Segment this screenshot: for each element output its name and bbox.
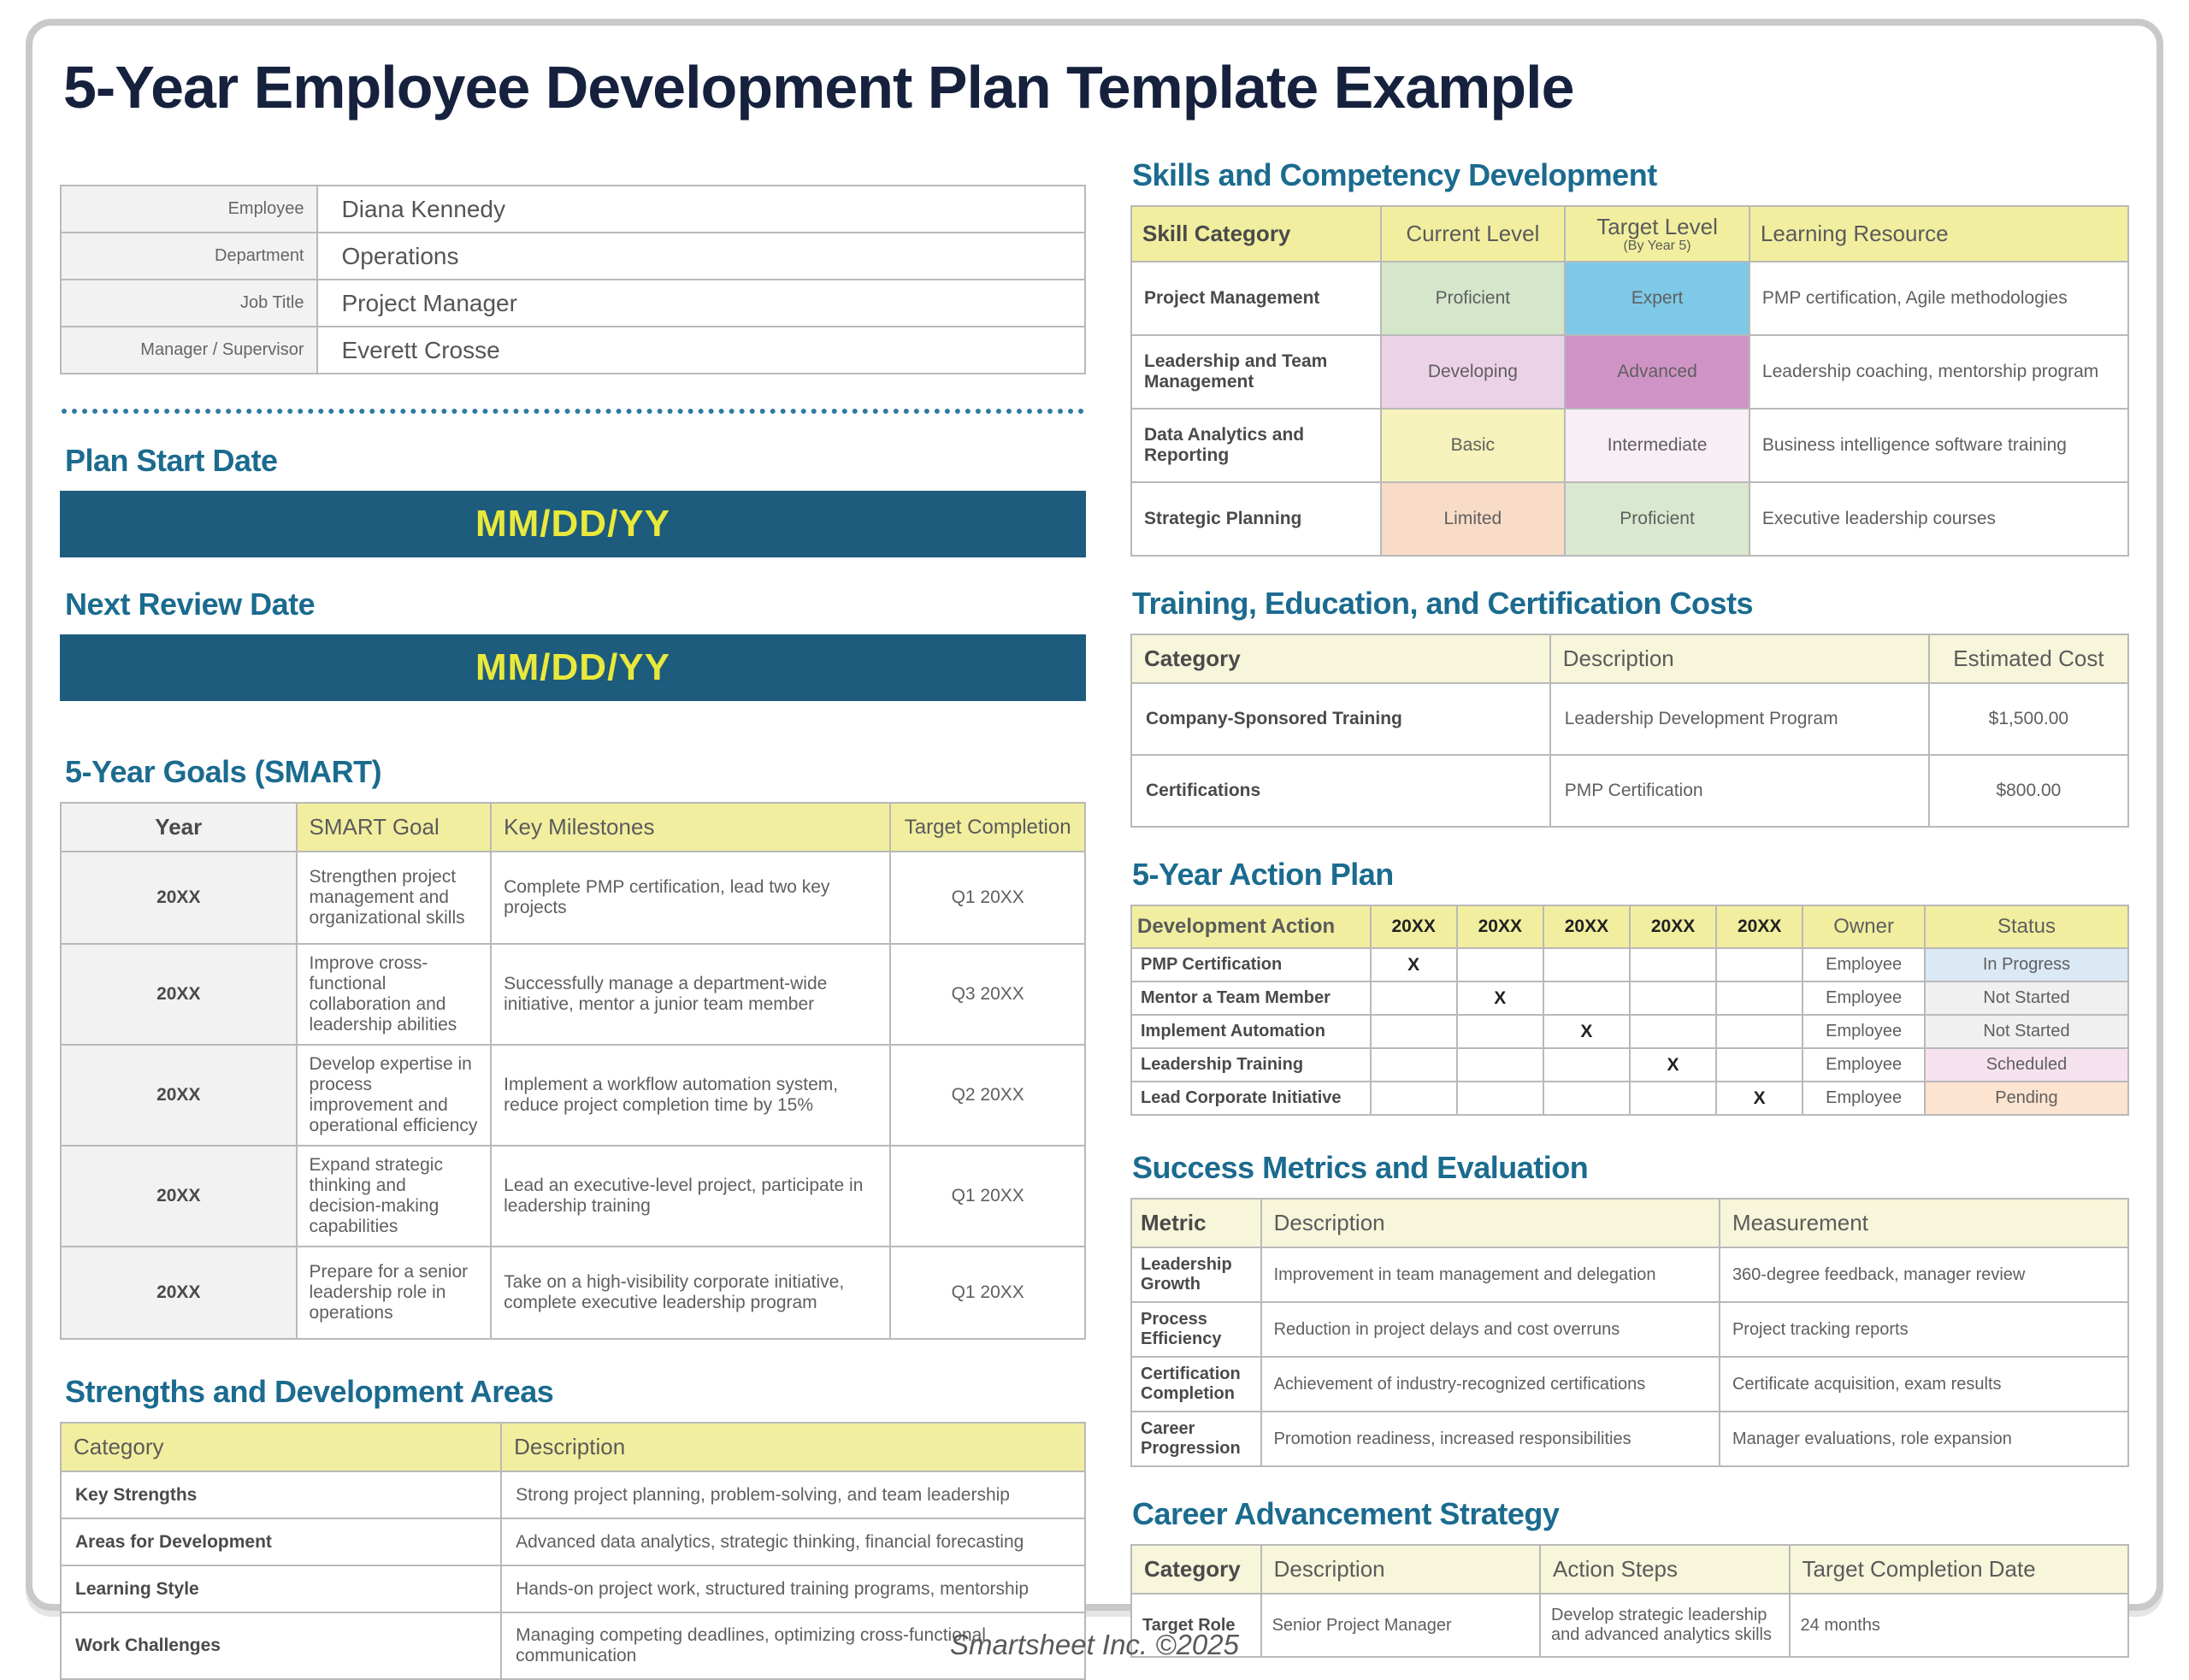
skill-target-level: Expert: [1565, 262, 1749, 335]
action-owner: Employee: [1803, 1015, 1925, 1048]
strengths-description: Hands-on project work, structured training programs, mentorship: [501, 1565, 1085, 1612]
action-name: Mentor a Team Member: [1131, 981, 1371, 1015]
next-review-date-field[interactable]: [60, 634, 1086, 701]
strengths-row: [61, 1518, 1085, 1565]
year-mark: [1543, 1082, 1630, 1115]
year-mark: [1457, 948, 1543, 981]
metrics-table: [1130, 1198, 2129, 1467]
column-header-description: Description: [501, 1423, 1085, 1471]
action-owner: Employee: [1803, 981, 1925, 1015]
goal-year: 20XX: [61, 1247, 297, 1339]
status-badge: Pending: [1925, 1082, 2128, 1115]
goal-row: [61, 944, 1085, 1045]
year-mark: [1716, 948, 1803, 981]
job-title-label: Job Title: [61, 280, 317, 327]
employee-info-table: [60, 185, 1086, 374]
action-name: Leadership Training: [1131, 1048, 1371, 1082]
action-row: [1131, 1082, 2128, 1115]
career-target-date: 24 months: [1790, 1594, 2128, 1657]
metric-row: [1131, 1247, 2128, 1302]
column-header-target-completion: Target Completion: [890, 803, 1085, 852]
strengths-category: Areas for Development: [61, 1518, 501, 1565]
strengths-category: Key Strengths: [61, 1471, 501, 1518]
column-header-description: Description: [1261, 1545, 1540, 1594]
year-mark: X: [1543, 1015, 1630, 1048]
strengths-description: Advanced data analytics, strategic thinking, financial forecasting: [501, 1518, 1085, 1565]
department-label: Department: [61, 233, 317, 280]
metric-name: Career Progression: [1131, 1412, 1261, 1466]
skill-row: [1131, 335, 2128, 409]
goals-header-row: [61, 803, 1085, 852]
left-column: [60, 156, 1086, 1680]
goals-table: [60, 802, 1086, 1340]
career-action-steps: Develop strategic leadership and advanced analytics skills: [1540, 1594, 1790, 1657]
goal-target: Q2 20XX: [890, 1045, 1085, 1146]
year-mark: [1543, 948, 1630, 981]
training-row: [1131, 755, 2128, 827]
column-header-skill-category: Skill Category: [1131, 206, 1381, 262]
column-header-status: Status: [1925, 905, 2128, 948]
column-header-year-2: 20XX: [1457, 905, 1543, 948]
skill-current-level: Limited: [1381, 482, 1566, 556]
goal-row: [61, 852, 1085, 944]
training-description: PMP Certification: [1550, 755, 1929, 827]
year-mark: X: [1457, 981, 1543, 1015]
column-header-category: Category: [1131, 1545, 1261, 1594]
training-description: Leadership Development Program: [1550, 683, 1929, 755]
action-owner: Employee: [1803, 1048, 1925, 1082]
year-mark: X: [1630, 1048, 1716, 1082]
goal-year: 20XX: [61, 944, 297, 1045]
skills-table: [1130, 205, 2129, 557]
action-row: [1131, 1048, 2128, 1082]
year-mark: [1371, 1015, 1457, 1048]
job-title-row: [61, 280, 1085, 327]
goal-year: 20XX: [61, 1045, 297, 1146]
status-badge: Not Started: [1925, 1015, 2128, 1048]
metric-measurement: 360-degree feedback, manager review: [1720, 1247, 2128, 1302]
training-row: [1131, 683, 2128, 755]
year-mark: [1716, 981, 1803, 1015]
skill-target-level: Proficient: [1565, 482, 1749, 556]
training-header-row: [1131, 634, 2128, 683]
skill-learning-resource: Business intelligence software training: [1749, 409, 2128, 482]
goal-row: [61, 1146, 1085, 1247]
plan-start-date-field[interactable]: [60, 491, 1086, 557]
training-category: Company-Sponsored Training: [1131, 683, 1550, 755]
year-mark: [1630, 981, 1716, 1015]
action-owner: Employee: [1803, 1082, 1925, 1115]
metric-description: Achievement of industry-recognized certifications: [1261, 1357, 1720, 1412]
right-column: [1130, 156, 2129, 1680]
year-mark: [1457, 1082, 1543, 1115]
column-header-key-milestones: Key Milestones: [491, 803, 890, 852]
page-title: 5-Year Employee Development Plan Template Example: [63, 54, 1574, 121]
strengths-category: Work Challenges: [61, 1612, 501, 1679]
status-badge: In Progress: [1925, 948, 2128, 981]
goal-milestones: Complete PMP certification, lead two key projects: [491, 852, 890, 944]
employee-value: Diana Kennedy: [317, 186, 1086, 233]
job-title-value: Project Manager: [317, 280, 1086, 327]
year-mark: [1630, 948, 1716, 981]
metric-name: Leadership Growth: [1131, 1247, 1261, 1302]
metric-name: Process Efficiency: [1131, 1302, 1261, 1357]
year-mark: [1543, 981, 1630, 1015]
skill-category: Leadership and Team Management: [1131, 335, 1381, 409]
strengths-heading: Strengths and Development Areas: [65, 1374, 554, 1409]
employee-row: [61, 186, 1085, 233]
skills-header-row: [1131, 206, 2128, 262]
skill-learning-resource: PMP certification, Agile methodologies: [1749, 262, 2128, 335]
skill-row: [1131, 262, 2128, 335]
column-header-category: Category: [1131, 634, 1550, 683]
strengths-category: Learning Style: [61, 1565, 501, 1612]
skill-category: Data Analytics and Reporting: [1131, 409, 1381, 482]
metric-description: Promotion readiness, increased responsibilities: [1261, 1412, 1720, 1466]
action-plan-header-row: [1131, 905, 2128, 948]
career-header-row: [1131, 1545, 2128, 1594]
action-row: [1131, 1015, 2128, 1048]
goal-text: Prepare for a senior leadership role in operations: [297, 1247, 492, 1339]
goal-target: Q1 20XX: [890, 1247, 1085, 1339]
year-mark: [1543, 1048, 1630, 1082]
action-name: PMP Certification: [1131, 948, 1371, 981]
training-category: Certifications: [1131, 755, 1550, 827]
column-header-category: Category: [61, 1423, 501, 1471]
metric-row: [1131, 1412, 2128, 1466]
year-mark: X: [1371, 948, 1457, 981]
metric-name: Certification Completion: [1131, 1357, 1261, 1412]
training-cost: $1,500.00: [1929, 683, 2128, 755]
column-header-smart-goal: SMART Goal: [297, 803, 492, 852]
metric-measurement: Project tracking reports: [1720, 1302, 2128, 1357]
strengths-description: Managing competing deadlines, optimizing cross-functional communication: [501, 1612, 1085, 1679]
skill-row: [1131, 482, 2128, 556]
goal-milestones: Lead an executive-level project, participate in leadership training: [491, 1146, 890, 1247]
column-header-target-level: [1565, 206, 1749, 262]
column-header-estimated-cost: Estimated Cost: [1929, 634, 2128, 683]
goal-year: 20XX: [61, 852, 297, 944]
column-header-year-5: 20XX: [1716, 905, 1803, 948]
status-badge: Scheduled: [1925, 1048, 2128, 1082]
column-header-year-4: 20XX: [1630, 905, 1716, 948]
plan-start-date-heading: Plan Start Date: [65, 443, 278, 478]
year-mark: [1371, 981, 1457, 1015]
manager-value: Everett Crosse: [317, 327, 1086, 374]
dotted-divider: [62, 409, 1084, 414]
goal-target: Q3 20XX: [890, 944, 1085, 1045]
skill-target-level: Advanced: [1565, 335, 1749, 409]
goal-text: Develop expertise in process improvement and operational efficiency: [297, 1045, 492, 1146]
action-row: [1131, 981, 2128, 1015]
career-category: Target Role: [1131, 1594, 1261, 1657]
action-plan-table: [1130, 905, 2129, 1116]
action-row: [1131, 948, 2128, 981]
year-mark: [1457, 1015, 1543, 1048]
training-cost: $800.00: [1929, 755, 2128, 827]
next-review-date-heading: Next Review Date: [65, 587, 316, 622]
column-header-metric: Metric: [1131, 1199, 1261, 1247]
action-name: Implement Automation: [1131, 1015, 1371, 1048]
status-badge: Not Started: [1925, 981, 2128, 1015]
metric-description: Reduction in project delays and cost overruns: [1261, 1302, 1720, 1357]
plan-start-date-placeholder: MM/DD/YY: [475, 503, 670, 545]
year-mark: [1371, 1048, 1457, 1082]
column-header-current-level: Current Level: [1381, 206, 1566, 262]
goal-milestones: Take on a high-visibility corporate initiative, complete executive leadership program: [491, 1247, 890, 1339]
skill-category: Project Management: [1131, 262, 1381, 335]
skill-row: [1131, 409, 2128, 482]
skill-category: Strategic Planning: [1131, 482, 1381, 556]
column-header-year: Year: [61, 803, 297, 852]
department-value: Operations: [317, 233, 1086, 280]
skill-learning-resource: Leadership coaching, mentorship program: [1749, 335, 2128, 409]
strengths-row: [61, 1471, 1085, 1518]
year-mark: [1457, 1048, 1543, 1082]
employee-label: Employee: [61, 186, 317, 233]
training-heading: Training, Education, and Certification Costs: [1132, 586, 1754, 621]
goals-heading: 5-Year Goals (SMART): [65, 754, 382, 789]
action-plan-heading: 5-Year Action Plan: [1132, 857, 1394, 892]
metric-row: [1131, 1357, 2128, 1412]
year-mark: [1630, 1082, 1716, 1115]
metrics-header-row: [1131, 1199, 2128, 1247]
column-header-year-3: 20XX: [1543, 905, 1630, 948]
skills-heading: Skills and Competency Development: [1132, 157, 1657, 192]
goal-milestones: Implement a workflow automation system, reduce project completion time by 15%: [491, 1045, 890, 1146]
manager-row: [61, 327, 1085, 374]
action-name: Lead Corporate Initiative: [1131, 1082, 1371, 1115]
training-table: [1130, 634, 2129, 828]
column-header-target-completion-date: Target Completion Date: [1790, 1545, 2128, 1594]
content-columns: [60, 156, 2129, 1680]
goal-text: Improve cross-functional collaboration and leadership abilities: [297, 944, 492, 1045]
column-header-year-1: 20XX: [1371, 905, 1457, 948]
column-header-development-action: Development Action: [1131, 905, 1371, 948]
skill-current-level: Basic: [1381, 409, 1566, 482]
goal-text: Strengthen project management and organizational skills: [297, 852, 492, 944]
metric-measurement: Manager evaluations, role expansion: [1720, 1412, 2128, 1466]
strengths-description: Strong project planning, problem-solving, and team leadership: [501, 1471, 1085, 1518]
footer-attribution: Smartsheet Inc. ©2025: [950, 1629, 1239, 1660]
metric-row: [1131, 1302, 2128, 1357]
skill-current-level: Developing: [1381, 335, 1566, 409]
column-header-description: Description: [1550, 634, 1929, 683]
metric-measurement: Certificate acquisition, exam results: [1720, 1357, 2128, 1412]
column-header-learning-resource: Learning Resource: [1749, 206, 2128, 262]
column-header-measurement: Measurement: [1720, 1199, 2128, 1247]
goal-row: [61, 1247, 1085, 1339]
year-mark: [1371, 1082, 1457, 1115]
column-header-owner: Owner: [1803, 905, 1925, 948]
metric-description: Improvement in team management and delegation: [1261, 1247, 1720, 1302]
skill-current-level: Proficient: [1381, 262, 1566, 335]
strengths-header-row: [61, 1423, 1085, 1471]
goal-text: Expand strategic thinking and decision-making capabilities: [297, 1146, 492, 1247]
goal-milestones: Successfully manage a department-wide initiative, mentor a junior team member: [491, 944, 890, 1045]
metrics-heading: Success Metrics and Evaluation: [1132, 1150, 1589, 1185]
goal-target: Q1 20XX: [890, 852, 1085, 944]
year-mark: [1716, 1048, 1803, 1082]
goal-target: Q1 20XX: [890, 1146, 1085, 1247]
next-review-date-placeholder: MM/DD/YY: [475, 646, 670, 688]
skill-target-level: Intermediate: [1565, 409, 1749, 482]
career-heading: Career Advancement Strategy: [1132, 1496, 1560, 1531]
column-header-description: Description: [1261, 1199, 1720, 1247]
skill-learning-resource: Executive leadership courses: [1749, 482, 2128, 556]
career-description: Senior Project Manager: [1261, 1594, 1540, 1657]
year-mark: X: [1716, 1082, 1803, 1115]
year-mark: [1716, 1015, 1803, 1048]
column-header-action-steps: Action Steps: [1540, 1545, 1790, 1594]
goal-year: 20XX: [61, 1146, 297, 1247]
goal-row: [61, 1045, 1085, 1146]
year-mark: [1630, 1015, 1716, 1048]
action-owner: Employee: [1803, 948, 1925, 981]
department-row: [61, 233, 1085, 280]
manager-label: Manager / Supervisor: [61, 327, 317, 374]
target-level-label: Target Level: [1596, 214, 1718, 239]
target-level-sublabel: (By Year 5): [1623, 239, 1691, 253]
strengths-row: [61, 1565, 1085, 1612]
